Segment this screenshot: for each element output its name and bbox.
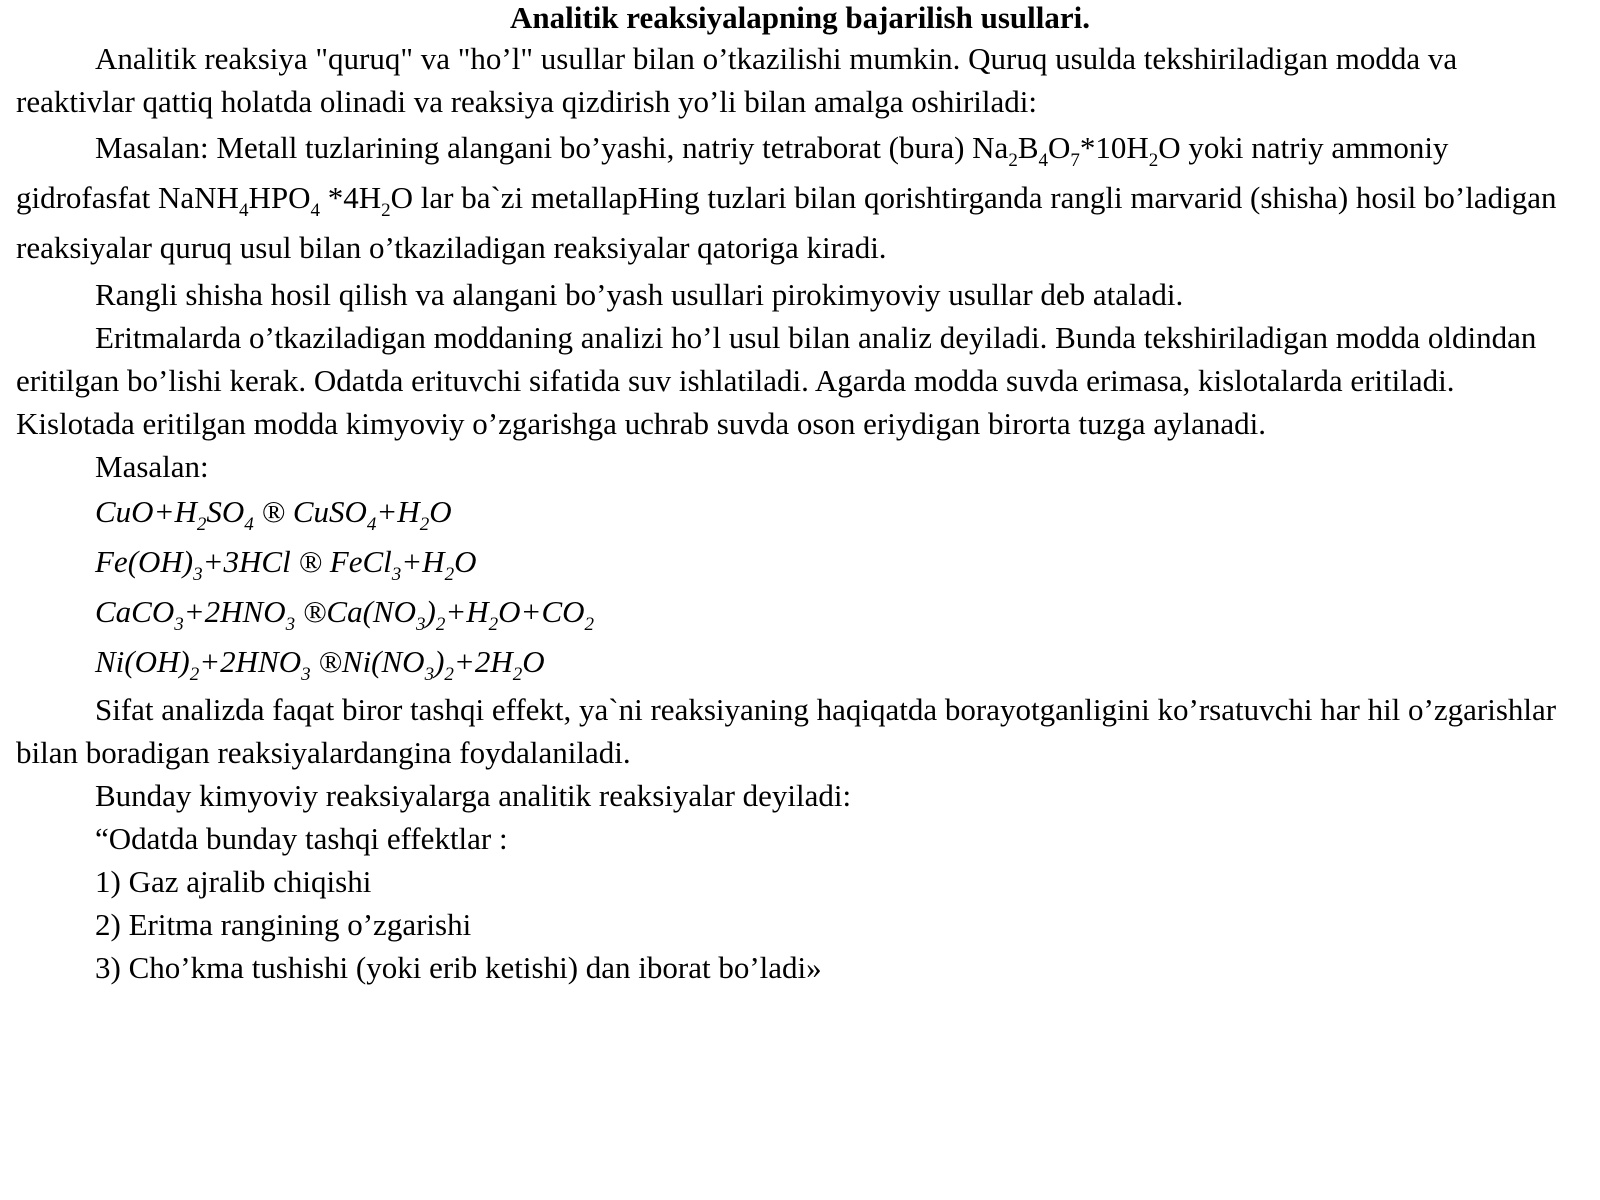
example-label: Masalan:	[95, 449, 209, 484]
paragraph-analytic-reactions: Bunday kimyoviy reaksiyalarga analitik reaksiyalar deyiladi:	[95, 778, 852, 813]
paragraph-wet-method: Eritmalarda o’tkaziladigan moddaning analizi ho’l usul bilan analiz deyiladi. Bunda tekshiriladigan modda oldindan eritilgan bo’lishi kerak. Odatda erituvchi sifatida suv ishlatiladi. Agarda modda suvda erimasa, kislotalarda eritiladi. Kislotada eritilgan modda kimyoviy o’zgarishga uchrab suvda oson eriydigan birorta tuzga aylanadi.	[16, 320, 1537, 441]
paragraph-dry-method: Analitik reaksiya "quruq" va "ho’l" usullar bilan o’tkazilishi mumkin. Quruq usulda tekshiriladigan modda va reaktivlar qattiq holatda olinadi va reaksiya qizdirish yo’li bilan amalga oshiriladi:	[16, 41, 1458, 119]
list-item: 1) Gaz ajralib chiqishi	[95, 864, 372, 899]
list-item: 3) Cho’kma tushishi (yoki erib ketishi) dan iborat bo’ladi»	[95, 950, 822, 985]
paragraph-effects-intro: “Odatda bunday tashqi effektlar :	[95, 821, 508, 856]
equation-2: $Fe(OH)_3+3HCl$ ® $FeCl_3+H_2O$	[95, 544, 477, 585]
paragraph-example-borax: Masalan: Metall tuzlarining alangani bo’yashi, natriy tetraborat (bura) $Na_2B_4O_7*10H_2O$ yoki natriy ammoniy gidrofasfat $NaNH_4HPO_4$ $*4H_2O$ lar ba`zi metallapHing tuzlari bilan qorishtirganda rangli marvarid (shisha) hosil bo’ladigan reaksiyalar quruq usul bilan o’tkaziladigan reaksiyalar qatoriga kiradi.	[16, 130, 1557, 265]
paragraph-pyrochemical: Rangli shisha hosil qilish va alangani bo’yash usullari pirokimyoviy usullar deb ataladi.	[95, 277, 1184, 312]
document-page	[16, 0, 1566, 989]
document-title: Analitik reaksiyalapning bajarilish usullari.	[510, 0, 1090, 35]
paragraph-external-effect: Sifat analizda faqat biror tashqi effekt, ya`ni reaksiyaning haqiqatda borayotganligini ko’rsatuvchi har hil o’zgarishlar bilan boradigan reaksiyalardangina foydalaniladi.	[16, 692, 1557, 770]
equation-1: $CuO+H_2SO_4$ ® $CuSO_4+H_2O$	[95, 494, 452, 535]
equation-3: $CaCO_3+2HNO_3$ $®Ca(NO_3)_2+H_2O+CO_2$	[95, 594, 595, 635]
equation-4: $Ni(OH)_2+2HNO_3$ $®Ni(NO_3)_2+2H_2O$	[95, 644, 545, 685]
list-item: 2) Eritma rangining o’zgarishi	[95, 907, 472, 942]
